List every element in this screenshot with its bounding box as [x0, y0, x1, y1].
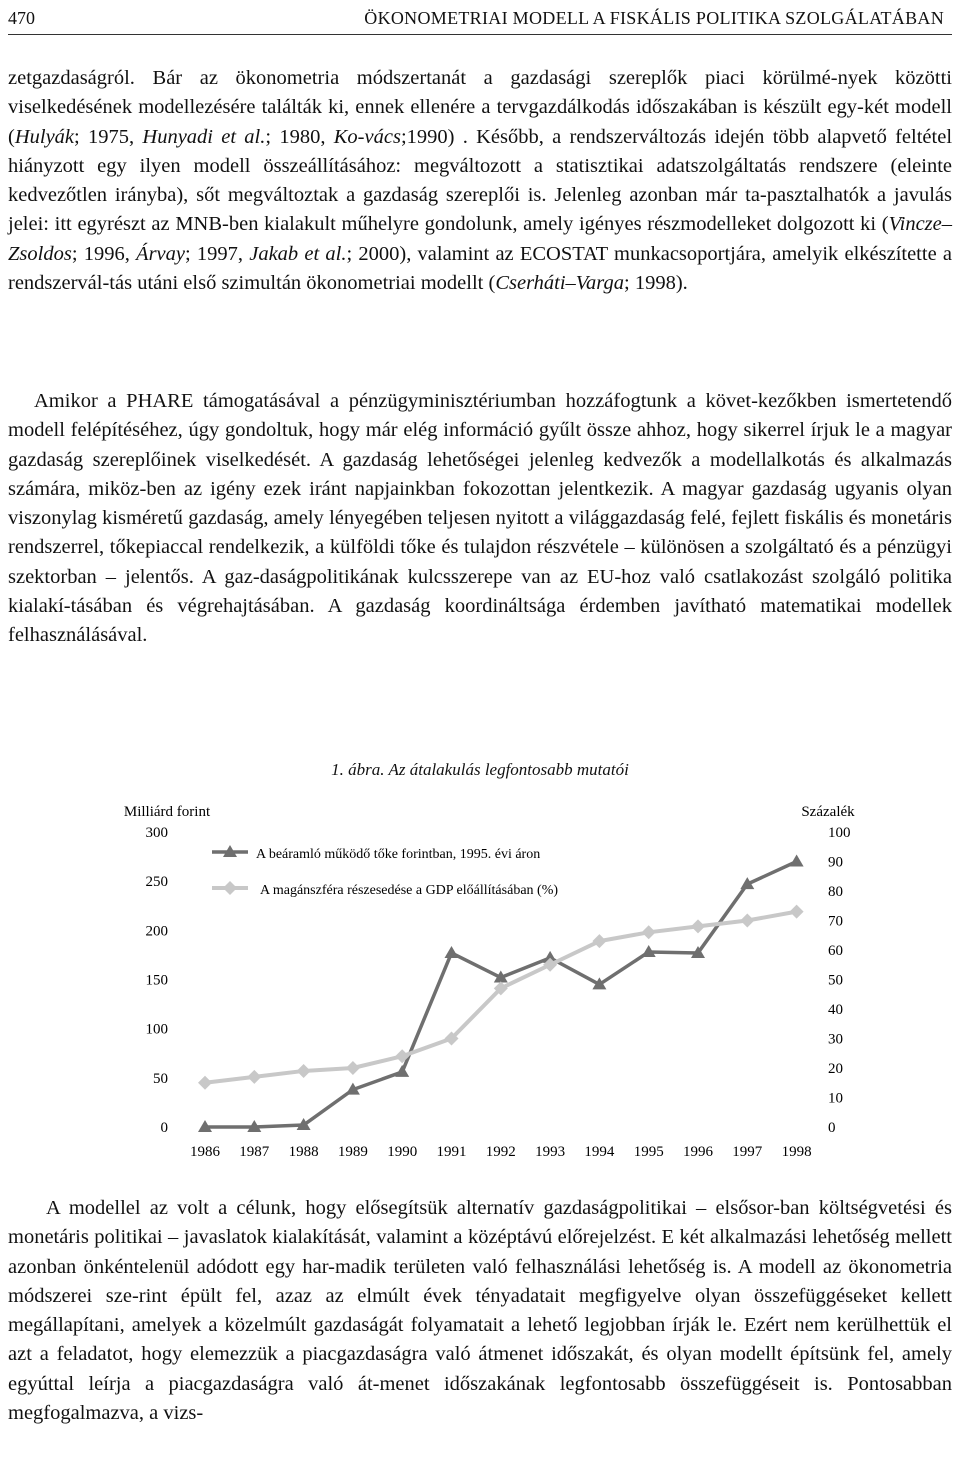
citation: Hulyák	[14, 125, 75, 148]
y-tick-left: 0	[160, 1120, 168, 1136]
x-tick-label: 1986	[190, 1144, 220, 1160]
x-tick-label: 1995	[633, 1144, 664, 1160]
y-tick-right: 50	[828, 972, 843, 989]
paragraph-2: Amikor a PHARE támogatásával a pénzügyminisztériumban hozzáfogtunk a követ-kezőkben ismertetendő modell felépítéséhez, úgy gondoltuk, hogy már elég információ gyűlt össze ahhoz, hogy sikerrel írjuk le a magyar gazdaság szereplőinek viselkedését. A gazdaság lehetőségei jelenleg kedvezők a modellalkotás és alkalmazás számára, miköz-ben az igény ezek iránt napjainkban fokozottan jelentkezik. A magyar gazdaság ugyanis olyan viszonylag kisméretű gazdaság, amely lényegében teljesen nyitott a világgazdaság felé, fejlett fiskális és monetáris rendszerrel, tőkepiaccal rendelkezik, a külföldi tőke és tulajdon részvétele – különösen a szolgáltató és a pénzügyi szektorban – jelentős. A gaz-daságpolitikának kulcsszerepe van az EU-hoz való csatlakozást szolgáló politika kialakí-tásában és végrehajtásában. A gazdaság koordináltsága érdemben javítható matematikai modellek felhasználásával.	[8, 390, 952, 647]
page-header	[8, 4, 952, 35]
legend-diamond-marker	[223, 881, 237, 895]
y-tick-left: 200	[145, 923, 168, 940]
y-tick-left: 50	[153, 1070, 168, 1087]
x-tick-label: 1990	[387, 1144, 418, 1160]
line-chart	[0, 790, 960, 1180]
x-tick-label: 1997	[732, 1144, 763, 1160]
data-point-triangle	[445, 946, 459, 958]
data-point-diamond	[297, 1064, 311, 1078]
y-tick-right: 70	[828, 913, 843, 930]
legend-label-fdi: A beáramló működő tőke forintban, 1995. évi áron	[256, 847, 541, 862]
data-point-diamond	[346, 1061, 360, 1075]
citation: Cserháti–Varga	[495, 272, 625, 295]
x-tick-label: 1992	[485, 1144, 516, 1160]
y-tick-left: 250	[145, 874, 168, 891]
chart-legend	[212, 845, 558, 898]
text-run: ;1990) . Később, a rendszerváltozás idején több alapvető feltétel hiányzott egy ilyen modell összeállításához: megváltozott a statisztikai adatszolgáltatás rendszere (eleinte kedvezőtlen irányba), sőt megváltoztak a gazdaság szereplői is. Jelenleg azonban már ta-pasztalhatók a javulás jelei: itt egyrészt az MNB-ben kialakult műhelyre gondolunk, amely igényes részmodelleket dolgozott ki (	[8, 125, 953, 236]
y-tick-left: 150	[145, 972, 168, 989]
y-tick-right: 80	[828, 884, 843, 900]
citation: Ko-vács	[333, 125, 401, 148]
paragraph-3: A modellel az volt a célunk, hogy elősegítsük alternatív gazdaságpolitikai – elsősor-ban költségvetési és monetáris politikai – javaslatok kialakítását, valamint a középtávú előrejelzést. E két alkalmazási lehetőség mellett azonban önkéntelenül adódott egy har-madik területen való felhasználási lehetőség is. A modell az ökonometria módszerei sze-rint épült fel, azaz az elmúlt évek tényadatait megfigyelve olyan összefüggéseket kellett megállapítani, amelyek a közelmúlt gazdaságát folyamatait a lehető legjobban írják le. Ezért nem kerülhettük el azt a feladatot, hogy elemezzük a piacgazdaságra való átmenet időszakát, és olyan modellt építsünk fel, amely egyúttal leírja a piacgazdaságra való át-menet időszakának legfontosabb összefüggéseit is. Pontosabban megfogalmazva, a vizs-	[8, 1197, 952, 1425]
x-tick-label: 1996	[683, 1144, 713, 1160]
figure-title: Az átalakulás legfontosabb mutatói	[388, 760, 629, 779]
y-tick-left: 300	[145, 825, 168, 841]
text-run: ; 1980,	[265, 125, 334, 148]
data-point-triangle	[790, 855, 804, 867]
y-tick-left: 100	[145, 1021, 168, 1038]
text-run: ; 1998).	[624, 272, 688, 295]
citation: Jakab et al.	[249, 242, 347, 265]
y-tick-right: 0	[828, 1120, 836, 1136]
figure-caption	[0, 760, 960, 780]
y-axis-left-label: Milliárd forint	[123, 804, 211, 820]
data-point-diamond	[740, 914, 754, 928]
y-tick-right: 20	[828, 1061, 843, 1077]
text-run: ; 1996,	[71, 242, 137, 265]
text-run: ; 1997,	[185, 242, 250, 265]
citation: Vincze–Zsoldos	[8, 213, 952, 265]
page-number: 470	[8, 8, 35, 28]
y-axis-right-label: Százalék	[801, 804, 855, 820]
figure-number: 1. ábra.	[331, 760, 385, 779]
citation: Hunyadi et al.	[142, 125, 266, 148]
y-tick-right: 40	[828, 1002, 843, 1018]
y-tick-right: 10	[828, 1090, 843, 1107]
data-point-diamond	[592, 934, 606, 948]
text-run: ; 2000), valamint az ECOSTAT munkacsoportjára, amelyik elkészítette a rendszervál-tás utáni első szimultán ökonometriai modellt (	[8, 242, 952, 295]
data-point-diamond	[198, 1076, 212, 1090]
text-run: zetgazdaságról. Bár az ökonometria módszertanát a gazdasági szereplők piaci körülmé-nyek közötti viselkedésének modellezésére találták ki, ennek ellenére a tervgazdálkodás időszakában is készült egy-két modell (	[8, 67, 952, 148]
x-tick-label: 1993	[535, 1144, 566, 1160]
x-tick-label: 1994	[584, 1144, 615, 1160]
legend-label-private-share: A magánszféra részesedése a GDP előállításában (%)	[260, 883, 559, 898]
citation: Árvay	[136, 242, 185, 265]
x-tick-label: 1989	[337, 1144, 368, 1160]
y-tick-right: 100	[828, 825, 851, 841]
y-tick-right: 30	[828, 1031, 843, 1048]
data-point-diamond	[247, 1070, 261, 1084]
data-point-diamond	[790, 905, 804, 919]
text-run: ; 1975,	[74, 125, 143, 148]
running-title: ÖKONOMETRIAI MODELL A FISKÁLIS POLITIKA SZOLGÁLATÁBAN	[364, 8, 944, 28]
y-tick-right: 60	[828, 943, 843, 959]
x-tick-label: 1987	[239, 1144, 270, 1160]
paragraph-1	[8, 64, 952, 298]
data-point-diamond	[691, 919, 705, 933]
data-point-triangle	[395, 1065, 409, 1077]
x-tick-label: 1991	[436, 1144, 467, 1160]
data-point-diamond	[642, 925, 656, 939]
x-tick-label: 1988	[288, 1144, 319, 1160]
y-tick-right: 90	[828, 854, 843, 871]
x-tick-label: 1998	[781, 1144, 812, 1160]
